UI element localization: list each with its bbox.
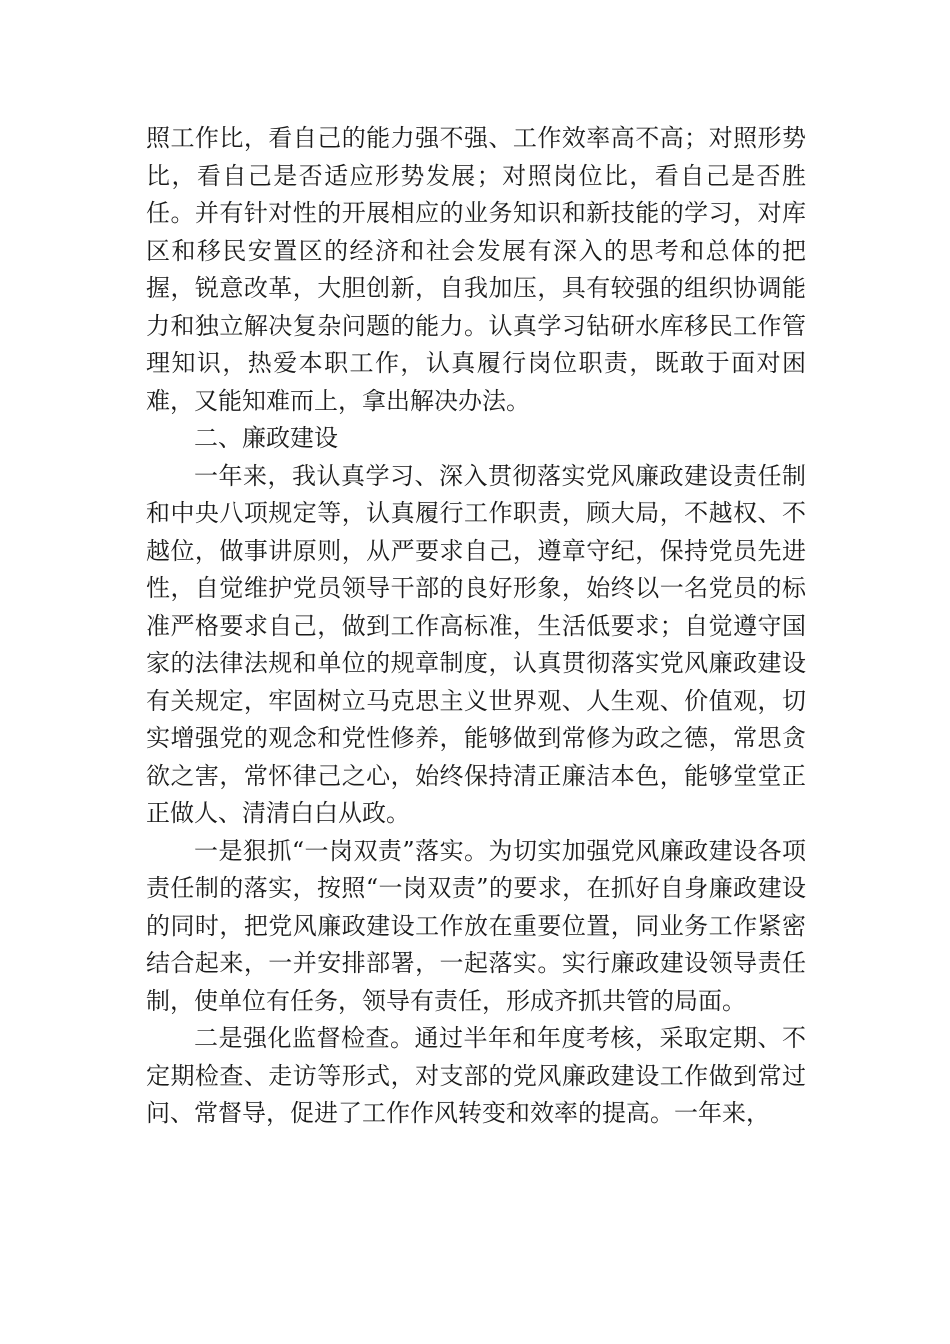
document-page [146, 120, 806, 1133]
paragraph-integrity-overview: 一年来，我认真学习、深入贯彻落实党风廉政建设责任制和中央八项规定等，认真履行工作职责，顾大局，不越权、不越位，做事讲原则，从严要求自己，遵章守纪，保持党员先进性，自觉维护党员领导干部的良好形象，始终以一名党员的标准严格要求自己，做到工作高标准，生活低要求；自觉遵守国家的法律法规和单位的规章制度，认真贯彻落实党风廉政建设有关规定，牢固树立马克思主义世界观、人生观、价值观，切实增强党的观念和党性修养，能够做到常修为政之德，常思贪欲之害，常怀律己之心，始终保持清正廉洁本色，能够堂堂正正做人、清清白白从政。 [146, 461, 806, 827]
paragraph-one-post-two-duties: 一是狠抓“一岗双责”落实。为切实加强党风廉政建设各项责任制的落实，按照“一岗双责”的要求，在抓好自身廉政建设的同时，把党风廉政建设工作放在重要位置，同业务工作紧密结合起来，一并安排部署，一起落实。实行廉政建设领导责任制，使单位有任务，领导有责任，形成齐抓共管的局面。 [146, 836, 806, 1015]
section-heading-integrity: 二、廉政建设 [194, 424, 338, 452]
paragraph-supervision: 二是强化监督检查。通过半年和年度考核，采取定期、不定期检查、走访等形式，对支部的党风廉政建设工作做到常过问、常督导，促进了工作作风转变和效率的提高。一年来， [146, 1024, 806, 1127]
paragraph-self-assessment: 照工作比，看自己的能力强不强、工作效率高不高；对照形势比，看自己是否适应形势发展；对照岗位比，看自己是否胜任。并有针对性的开展相应的业务知识和新技能的学习，对库区和移民安置区的经济和社会发展有深入的思考和总体的把握，锐意改革，大胆创新，自我加压，具有较强的组织协调能力和独立解决复杂问题的能力。认真学习钻研水库移民工作管理知识，热爱本职工作，认真履行岗位职责，既敢于面对困难，又能知难而上，拿出解决办法。 [146, 124, 806, 415]
